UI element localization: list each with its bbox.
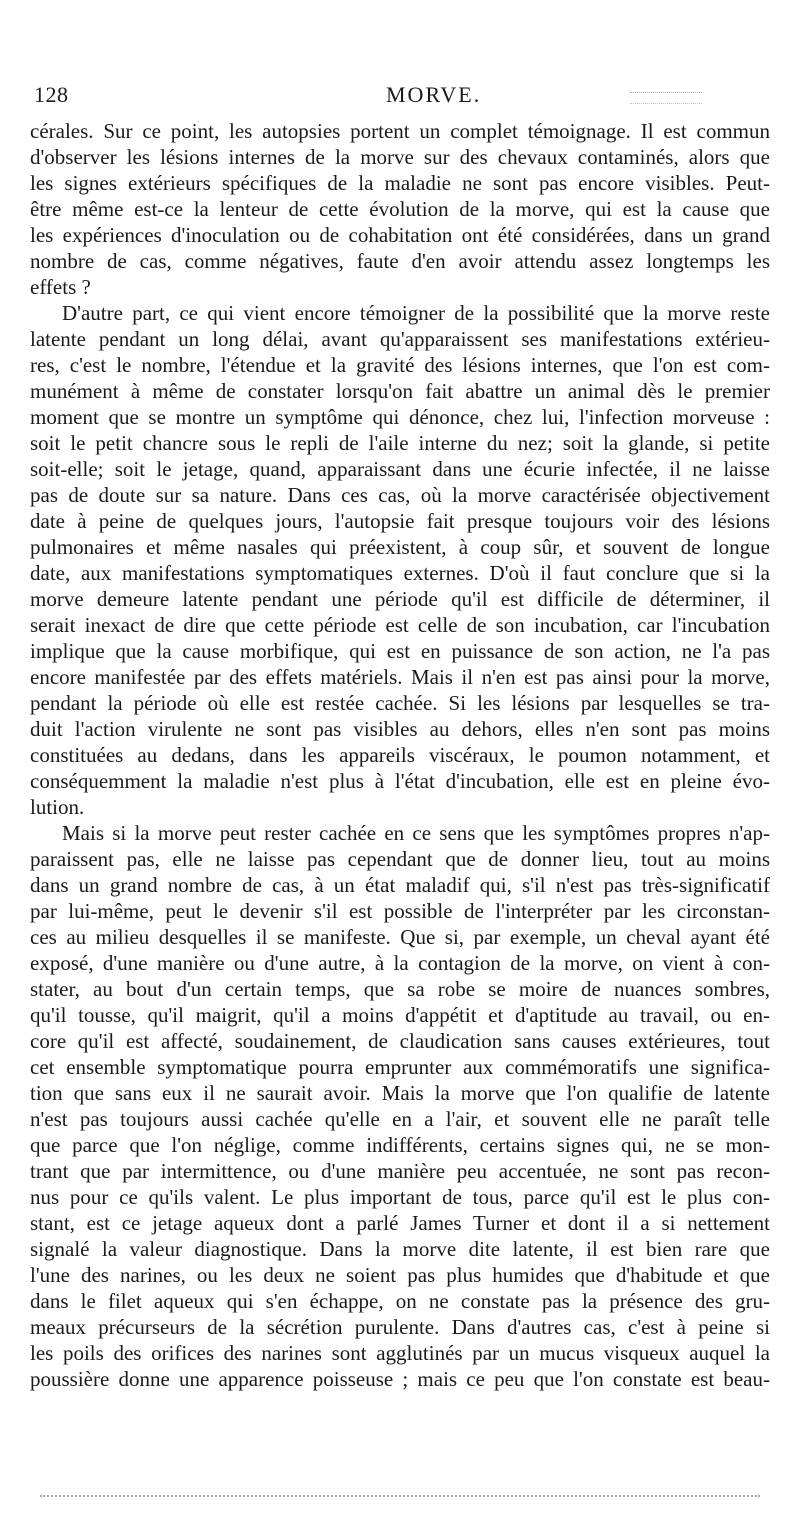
text-line: serait inexact de dire que cette période est celle de son incubation, car l'incubation <box>30 613 770 637</box>
text-line: être même est-ce la lenteur de cette évolution de la morve, qui est la cause que <box>30 197 770 221</box>
text-line: lution. <box>30 795 85 819</box>
text-line: dans le filet aqueux qui s'en échappe, on ne constate pas la présence des gru- <box>30 1289 770 1313</box>
text-line: stant, est ce jetage aqueux dont a parlé James Turner et dont il a si nettement <box>30 1211 770 1235</box>
text-line: date à peine de quelques jours, l'autopsie fait presque toujours voir des lésions <box>30 509 770 533</box>
text-line: core qu'il est affecté, soudainement, de claudication sans causes extérieures, tout <box>30 1029 770 1053</box>
text-line: conséquemment la maladie n'est plus à l'état d'incubation, elle est en pleine évo- <box>30 769 770 793</box>
text-line: duit l'action virulente ne sont pas visibles au dehors, elles n'en sont pas moins <box>30 717 770 741</box>
text-line: poussière donne une apparence poisseuse ; mais ce peu que l'on constate est beau- <box>30 1367 770 1391</box>
bottom-printing-mark <box>40 1495 760 1499</box>
text-line: l'une des narines, ou les deux ne soient pas plus humides que d'habitude et que <box>30 1263 770 1287</box>
text-line: les signes extérieurs spécifiques de la maladie ne sont pas encore visibles. Peut- <box>30 171 770 195</box>
text-line: les poils des orifices des narines sont agglutinés par un mucus visqueux auquel la <box>30 1341 770 1365</box>
text-line: tion que sans eux il ne saurait avoir. Mais la morve que l'on qualifie de latente <box>30 1081 770 1105</box>
text-line: trant que par intermittence, ou d'une manière peu accentuée, ne sont pas recon- <box>30 1159 770 1183</box>
page-number: 128 <box>34 82 69 107</box>
page-header <box>30 82 770 118</box>
text-line: meaux précurseurs de la sécrétion purulente. Dans d'autres cas, c'est à peine si <box>30 1315 770 1339</box>
text-line: soit le petit chancre sous le repli de l'aile interne du nez; soit la glande, si petite <box>30 431 770 455</box>
text-line: que parce que l'on néglige, comme indifférents, certains signes qui, ne se mon- <box>30 1133 770 1157</box>
text-line: cérales. Sur ce point, les autopsies portent un complet témoignage. Il est commun <box>30 119 770 143</box>
paragraph-3 <box>30 820 770 1392</box>
text-line: dans un grand nombre de cas, à un état maladif qui, s'il n'est pas très-significatif <box>30 873 770 897</box>
text-line: effets ? <box>30 275 91 299</box>
paragraph-1 <box>30 118 770 300</box>
text-line: D'autre part, ce qui vient encore témoigner de la possibilité que la morve reste <box>62 301 770 325</box>
text-line: les expériences d'inoculation ou de cohabitation ont été considérées, dans un grand <box>30 223 770 247</box>
text-line: implique que la cause morbifique, qui est en puissance de son action, ne l'a pas <box>30 639 770 663</box>
header-printing-mark <box>630 92 702 104</box>
text-line: soit-elle; soit le jetage, quand, apparaissant dans une écurie infectée, il ne laisse <box>30 457 770 481</box>
text-line: d'observer les lésions internes de la morve sur des chevaux contaminés, alors que <box>30 145 770 169</box>
text-line: par lui-même, peut le devenir s'il est possible de l'interpréter par les circonstan- <box>30 899 770 923</box>
text-line: Mais si la morve peut rester cachée en ce sens que les symptômes propres n'ap- <box>62 821 770 845</box>
text-line: paraissent pas, elle ne laisse pas cependant que de donner lieu, tout au moins <box>30 847 770 871</box>
text-line: date, aux manifestations symptomatiques externes. D'où il faut conclure que si la <box>30 561 770 585</box>
text-line: exposé, d'une manière ou d'une autre, à la contagion de la morve, on vient à con- <box>30 951 770 975</box>
text-line: munément à même de constater lorsqu'on fait abattre un animal dès le premier <box>30 379 770 403</box>
text-line: cet ensemble symptomatique pourra emprunter aux commémoratifs une significa- <box>30 1055 770 1079</box>
text-line: pas de doute sur sa nature. Dans ces cas, où la morve caractérisée objectivement <box>30 483 770 507</box>
paragraph-2 <box>30 300 770 820</box>
text-line: moment que se montre un symptôme qui dénonce, chez lui, l'infection morveuse : <box>30 405 770 429</box>
text-line: qu'il tousse, qu'il maigrit, qu'il a moins d'appétit et d'aptitude au travail, ou en- <box>30 1003 770 1027</box>
text-line: res, c'est le nombre, l'étendue et la gravité des lésions internes, que l'on est com- <box>30 353 770 377</box>
text-line: ces au milieu desquelles il se manifeste. Que si, par exemple, un cheval ayant été <box>30 925 770 949</box>
text-line: signalé la valeur diagnostique. Dans la morve dite latente, il est bien rare que <box>30 1237 770 1261</box>
running-title: MORVE. <box>386 82 482 107</box>
text-line: latente pendant un long délai, avant qu'apparaissent ses manifestations extérieu- <box>30 327 770 351</box>
text-line: nombre de cas, comme négatives, faute d'en avoir attendu assez longtemps les <box>30 249 770 273</box>
body-text <box>30 118 770 1392</box>
text-line: constituées au dedans, dans les appareils viscéraux, le poumon notamment, et <box>30 743 770 767</box>
text-line: n'est pas toujours aussi cachée qu'elle en a l'air, et souvent elle ne paraît telle <box>30 1107 770 1131</box>
text-line: nus pour ce qu'ils valent. Le plus important de tous, parce qu'il est le plus con- <box>30 1185 770 1209</box>
text-line: stater, au bout d'un certain temps, que sa robe se moire de nuances sombres, <box>30 977 770 1001</box>
text-line: encore manifestée par des effets matériels. Mais il n'en est pas ainsi pour la morve, <box>30 665 770 689</box>
text-line: morve demeure latente pendant une période qu'il est difficile de déterminer, il <box>30 587 770 611</box>
text-line: pendant la période où elle est restée cachée. Si les lésions par lesquelles se tra- <box>30 691 770 715</box>
text-line: pulmonaires et même nasales qui préexistent, à coup sûr, et souvent de longue <box>30 535 770 559</box>
